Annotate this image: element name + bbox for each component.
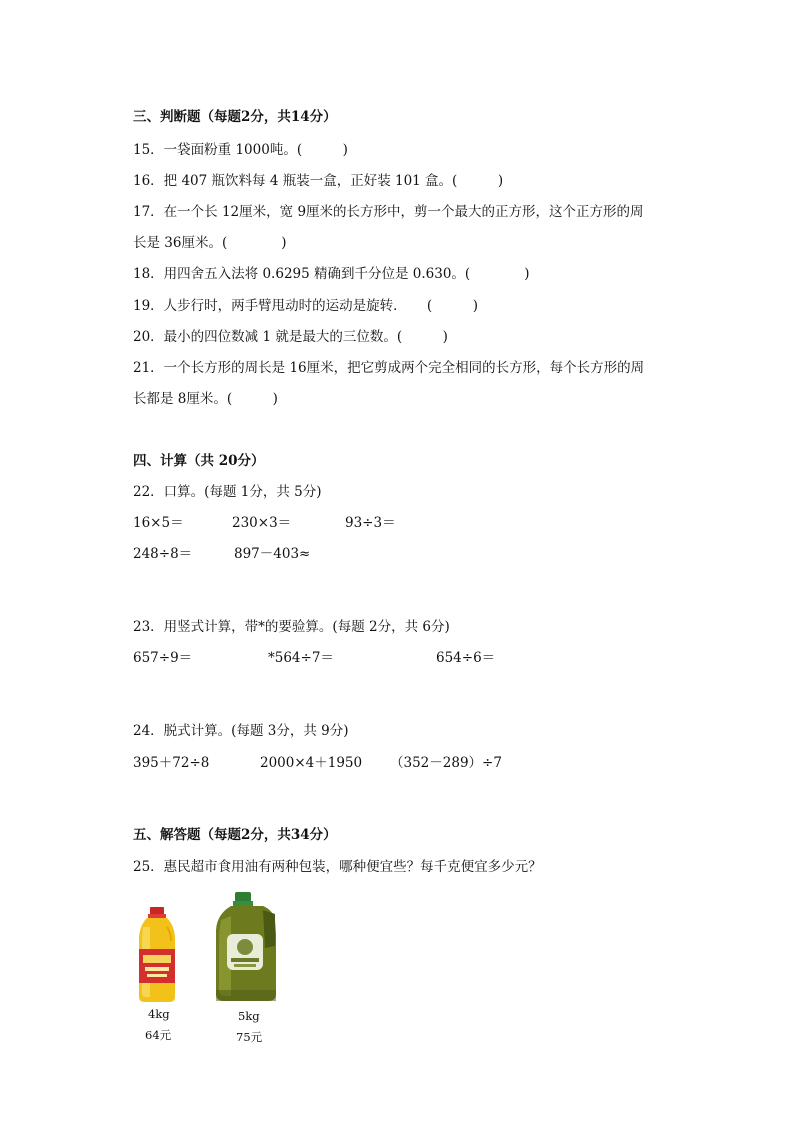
q24-item-1: 395＋72÷8 — [133, 755, 210, 771]
question-23: 23．用竖式计算，带*的要验算。(每题 2分，共 6分) — [133, 619, 450, 635]
product-1-price: 64元 — [145, 1028, 172, 1042]
question-18: 18．用四舍五入法将 0.6295 精确到千分位是 0.630。( ) — [133, 266, 530, 282]
oil-bottle-5kg-image — [213, 890, 279, 1004]
question-16: 16．把 407 瓶饮料每 4 瓶装一盒，正好装 101 盒。( ) — [133, 173, 504, 189]
q23-item-1: 657÷9＝ — [133, 650, 193, 666]
question-15: 15．一袋面粉重 1000吨。( ) — [133, 142, 348, 158]
section-5-heading: 五、解答题（每题2分，共34分） — [133, 827, 337, 843]
product-2-price: 75元 — [236, 1030, 263, 1044]
product-2-weight: 5kg — [238, 1009, 260, 1023]
question-17-line-1: 17．在一个长 12厘米，宽 9厘米的长方形中，剪一个最大的正方形，这个正方形的周 — [133, 204, 644, 220]
q23-item-2: *564÷7＝ — [268, 650, 334, 666]
q24-item-3: （352－289）÷7 — [390, 755, 502, 771]
question-25: 25．惠民超市食用油有两种包装，哪种便宜些？每千克便宜多少元？ — [133, 859, 542, 875]
question-21-line-1: 21．一个长方形的周长是 16厘米，把它剪成两个完全相同的长方形，每个长方形的周 — [133, 360, 645, 376]
question-24: 24．脱式计算。(每题 3分，共 9分) — [133, 723, 349, 739]
q22-item-5: 897－403≈ — [234, 546, 311, 562]
question-21-line-2: 长都是 8厘米。( ) — [133, 391, 278, 407]
product-1-weight: 4kg — [148, 1007, 170, 1021]
question-19: 19．人步行时，两手臂甩动时的运动是旋转． ( ) — [133, 298, 478, 314]
q22-item-3: 93÷3＝ — [345, 515, 396, 531]
section-3-heading: 三、判断题（每题2分，共14分） — [133, 109, 337, 125]
question-17-line-2: 长是 36厘米。( ) — [133, 235, 287, 251]
oil-bottle-4kg-image — [134, 905, 180, 1003]
q22-item-4: 248÷8＝ — [133, 546, 193, 562]
question-22: 22．口算。(每题 1分，共 5分) — [133, 484, 322, 500]
question-20: 20．最小的四位数减 1 就是最大的三位数。( ) — [133, 329, 448, 345]
section-4-heading: 四、计算（共 20分） — [133, 453, 265, 469]
q24-item-2: 2000×4＋1950 — [260, 755, 363, 771]
q23-item-3: 654÷6＝ — [436, 650, 496, 666]
q22-item-2: 230×3＝ — [232, 515, 292, 531]
q22-item-1: 16×5＝ — [133, 515, 184, 531]
